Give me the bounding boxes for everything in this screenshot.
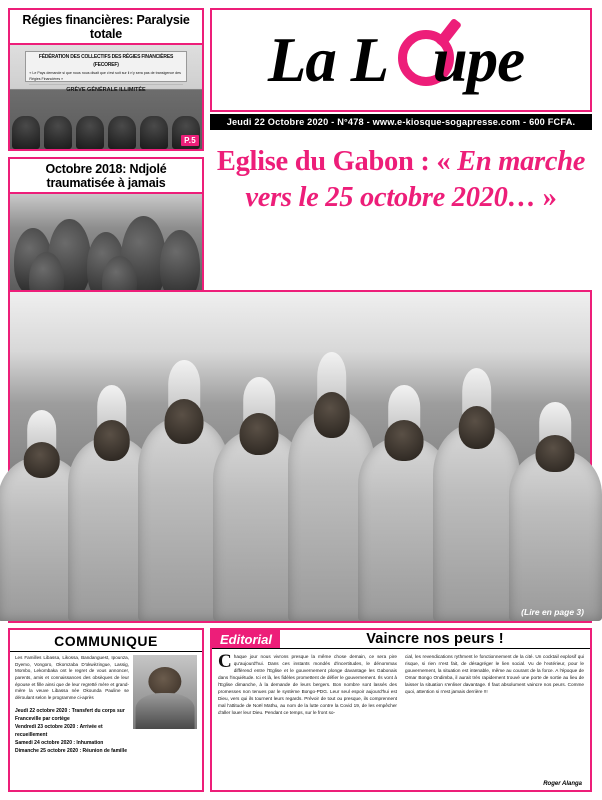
logo: [212, 10, 590, 110]
main-headline[interactable]: [210, 136, 592, 286]
headline-line1-emphasis: En marche: [450, 146, 586, 177]
photo-people: [10, 101, 202, 149]
headline-line2-end: »: [535, 182, 557, 214]
communique-body-wrap: [10, 652, 202, 705]
headline-line1: Eglise du Gabon : «: [216, 146, 451, 177]
teaser-column: [8, 8, 204, 314]
communique-title: COMMUNIQUE: [10, 630, 202, 652]
communique-date-3: Samedi 24 octobre 2020 : Inhumation: [15, 739, 104, 746]
editorial-header: [212, 630, 590, 649]
editorial-tag: Editorial: [212, 630, 280, 648]
editorial-signature: Roger Alanga: [543, 781, 582, 787]
logo-text-part2: upe: [432, 24, 525, 95]
headline-line2-emphasis: vers le 25 octobre 2020…: [245, 182, 536, 214]
teaser-title: Octobre 2018: Ndjolé traumatisée à jamais: [10, 159, 202, 194]
logo-text-part1: La L: [267, 24, 389, 95]
teaser-regies-financieres[interactable]: [8, 8, 204, 151]
teaser-title: Régies financières: Paralysie totale: [10, 10, 202, 45]
editorial-title: Vaincre nos peurs !: [366, 631, 504, 647]
editorial-columns: [212, 649, 590, 716]
masthead: [210, 8, 592, 112]
bishops-procession-photo: [10, 292, 590, 621]
teaser-photo: [10, 45, 202, 149]
editorial-box: [210, 628, 592, 792]
communique-portrait: [133, 655, 197, 729]
editorial-text-2: cial, les revendications rythment le fonctionnement de la cité. Un cocktail explosif qui risque, si rien n'est fait, de désagréger le lien social. Vu de l'extérieur, pour le gouvernement, la situation est intenable, même au courant de la force. A l'époque de Omar Bongo Ondimba, il aurait très rapidement trouvé une porte de sortie au lieu de laisser la situation s'enliser davantage. Il faut absolument vaincre nos peurs. Comme quoi, attention si n'est jamais derrière !!!: [405, 654, 584, 695]
banner-line-3: « Le Pays demande si que nous nous disait que c'est soit sur il n'y sera pas de transigence des Régies Financières »: [29, 71, 181, 81]
communique-text: Les Familles Libassa, Likossa, Bandanguest, Ipounza, Dyemo, Vongoro, Okomzaba D'okwèzingue, Lassig, Mombo, Lekombaka ont le regret de vous annoncer, parents, amis et connaissances des obsèques de leur épouse et fille ainsi que de leur regretté mère et grand-mère la veuve Libassa née Okounda Pauline se déroulant selon le programme ci-après: [15, 655, 129, 700]
editorial-column-1: [218, 653, 397, 716]
press-conference-photo: [10, 45, 202, 149]
communique-box: [8, 628, 204, 792]
banner-line-4: GRÈVE GÉNÉRALE ILLIMITÉE: [29, 84, 182, 94]
banner-line-2: (FECOREF): [93, 61, 119, 68]
communique-date-2: Vendredi 23 octobre 2020 : Arrivée et recueillement: [15, 723, 103, 738]
banner-line-1: FÉDÉRATION DES COLLECTIFS DES RÉGIES FINANCIÈRES: [38, 54, 174, 61]
editorial-text-1: haque jour nous vivrons presque la même chose demain, ce sera pire qu'aujourd'hui. Dans ces instants mondés d'incertitudes, le dénommax diffèrend entre l'Eglise et le gouvernement plonge davantage les Gabonais dans l'inquiétude. Ici et là, les fidèles promettent de défier le gouvernement. Ils vont à l'Eglise dimanche, à la demande de leurs bergers. Bon nombre sont lassés des promesses non tenues par le système Bongo-PDG. Leur seul espoir aujourd'hui est Dieu, vers qui ils tournent leurs regards. Prévoir de tout ou presque, ils comprennent mal l'attitude de Noël Mathu, au nom de la lutte contre la Covid 19, de les empêcher d'aller louer leur Dieu. Pendant ce temps, sur le front so-: [218, 654, 397, 716]
photo-banner: [25, 51, 186, 94]
main-photo: [8, 290, 592, 623]
teaser-ndjole[interactable]: [8, 157, 204, 308]
read-more-label[interactable]: (Lire en page 3): [521, 607, 584, 617]
page-badge: P.5: [181, 135, 199, 146]
issue-strapline: Jeudi 22 Octobre 2020 - N°478 - www.e-kiosque-sogapresse.com - 600 FCFA.: [210, 114, 592, 130]
logo-text: [267, 24, 534, 95]
communique-date-4: Dimanche 25 octobre 2020 : Réunion de famille: [15, 747, 127, 754]
editorial-dropcap: C: [218, 651, 232, 672]
communique-date-1: Jeudi 22 octobre 2020 : Transfert du corps sur Franceville par cortège: [15, 707, 125, 722]
editorial-column-2: [405, 653, 584, 716]
